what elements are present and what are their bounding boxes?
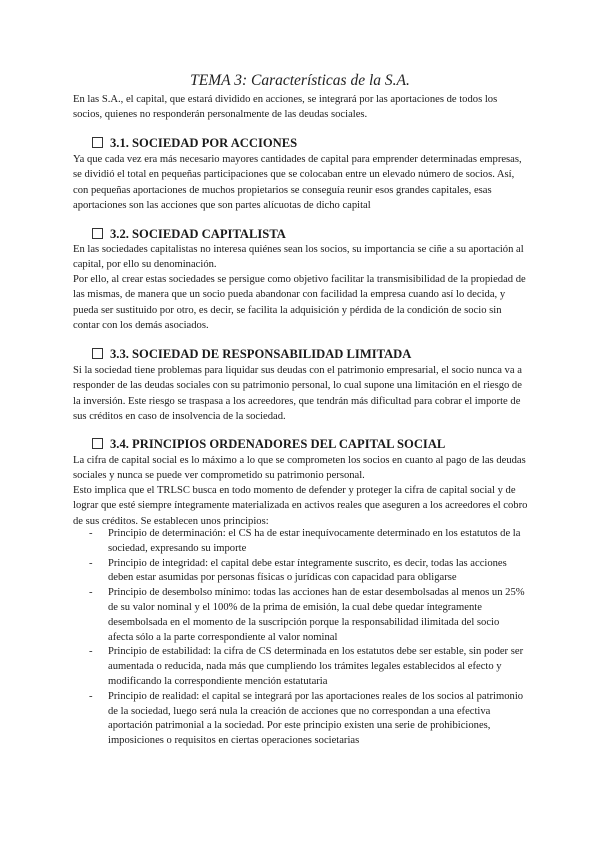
list-item (89, 527, 527, 557)
section-heading-3-4 (92, 436, 532, 452)
bullet-dash: - (89, 587, 93, 599)
section-heading-label: 3.2. SOCIEDAD CAPITALISTA (110, 227, 286, 241)
section-heading-label: 3.1. SOCIEDAD POR ACCIONES (110, 136, 298, 150)
section-3-4-paragraph-2: Esto implica que el TRLSC busca en todo momento de defender y proteger la cifra de capital social y de lograr que esté siempre íntegramente materializada en activos reales que aseguren a los acreedores el cobro de sus créditos. Se establecen unos principios: (73, 485, 528, 527)
bullet-dash: - (89, 528, 93, 539)
document-title: TEMA 3: Características de la S.A. (190, 72, 410, 89)
list-item-text: Principio de realidad: el capital se integrará por las aportaciones reales de los socios al patrimonio de la sociedad, luego será nula la creación de acciones que no correspondan a una efectiva aportación patrimonial a la sociedad. Por este principio existen una serie de prohibiciones, imposiciones o requisitos en ciertas operaciones societarias (108, 690, 524, 747)
section-3-1-paragraph: Ya que cada vez era más necesario mayores cantidades de capital para emprender determinadas empresas, se dividió el total en pequeñas participaciones que se colocaban entre un elevado número de socios. Así, con pequeñas aportaciones de muchos propietarios se conseguía reunir esos grandes capitales, esas aportaciones son las acciones que son partes alícuotas de dicho capital (73, 154, 522, 211)
principles-list (89, 527, 527, 749)
section-3-4-paragraph-1: La cifra de capital social es lo máximo a lo que se comprometen los socios en cuanto al pago de las deudas sociales y nunca se puede ver comprometido su patrimonio personal. (73, 455, 526, 482)
section-3-2-paragraph-2: Por ello, al crear estas sociedades se persigue como objetivo facilitar la transmisibilidad de la propiedad de las mismas, de manera que un socio pueda abandonar con facilidad la empresa cuando así lo decida, y pueda ser sustituido por otro, es decir, se facilita la adquisición y pérdida de la condición de socio sin contar con los demás asociados. (73, 274, 526, 331)
section-heading-3-2 (92, 226, 532, 242)
checkbox-icon (92, 137, 103, 148)
intro-paragraph: En las S.A., el capital, que estará dividido en acciones, se integrará por las aportaciones de todos los socios, quienes no responderán personalmente de las deudas sociales. (73, 94, 498, 121)
section-heading-3-1 (92, 135, 532, 151)
list-item-text: Principio de determinación: el CS ha de estar inequívocamente determinado en los estatutos de la sociedad, expresando su importe (108, 528, 521, 554)
bullet-dash: - (89, 690, 93, 702)
list-item (89, 557, 527, 587)
list-item-text: Principio de integridad: el capital debe estar íntegramente suscrito, es decir, todas las acciones deben estar asumidas por personas físicas o jurídicas con capacidad para obligarse (108, 557, 507, 584)
checkbox-icon (92, 348, 103, 359)
list-item (89, 690, 527, 749)
section-heading-label: 3.3. SOCIEDAD DE RESPONSABILIDAD LIMITADA (110, 347, 412, 361)
list-item-text: Principio de estabilidad: la cifra de CS determinada en los estatutos debe ser estable, sin poder ser aumentada o reducida, nada más que cumpliendo los trámites legales establecidos al efecto y modificando la correspondiente mención estatutaria (108, 646, 524, 687)
section-heading-3-3 (92, 346, 532, 362)
section-heading-label: 3.4. PRINCIPIOS ORDENADORES DEL CAPITAL SOCIAL (110, 437, 446, 451)
list-item-text: Principio de desembolso mínimo: todas las acciones han de estar desembolsadas al menos un 25% de su valor nominal y el 100% de la prima de emisión, la cual debe quedar íntegramente desembolsada en el momento de la suscripción porque la responsabilidad ilimitada del socio afecta sólo a la parte correspondiente al valor nominal (108, 587, 525, 643)
list-item (89, 586, 527, 645)
section-3-3-paragraph: Si la sociedad tiene problemas para liquidar sus deudas con el patrimonio empresarial, el socio nunca va a responder de las deudas sociales con su patrimonio personal, lo cual supone una limitación en el riesgo de la inversión. Este riesgo se traspasa a los acreedores, que tendrán más dificultad para cobrar el importe de sus créditos en caso de insolvencia de la sociedad. (73, 365, 522, 422)
bullet-dash: - (89, 646, 93, 658)
checkbox-icon (92, 228, 103, 239)
section-3-2-paragraph-1: En las sociedades capitalistas no interesa quiénes sean los socios, su importancia se ciñe a su aportación al capital, por ello su denominación. (73, 244, 524, 271)
bullet-dash: - (89, 557, 93, 569)
checkbox-icon (92, 438, 103, 449)
list-item (89, 645, 527, 689)
